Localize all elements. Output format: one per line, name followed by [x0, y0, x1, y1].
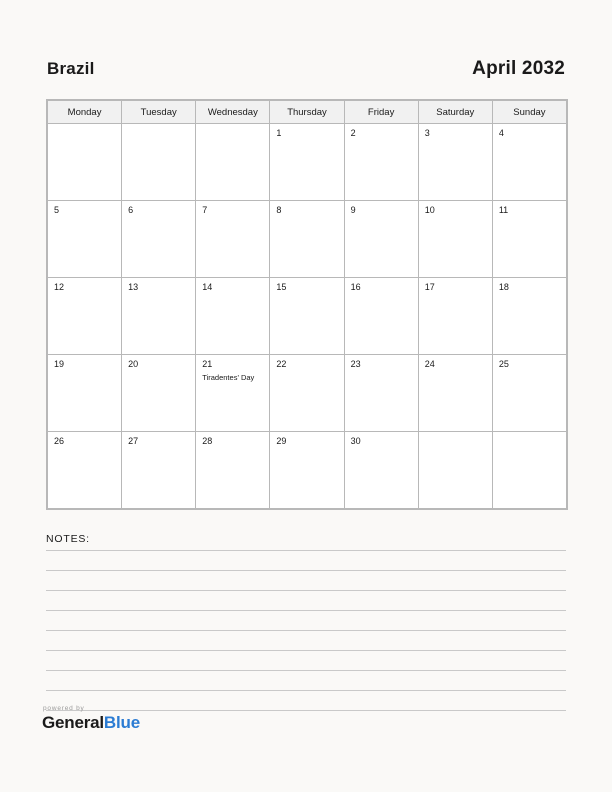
notes-line[interactable] — [46, 631, 566, 651]
calendar-day-cell[interactable] — [122, 355, 196, 432]
day-number: 3 — [424, 128, 430, 138]
calendar-day-cell[interactable] — [492, 124, 566, 201]
calendar-day-cell[interactable] — [48, 201, 122, 278]
day-number: 11 — [498, 205, 509, 215]
holiday-label — [48, 216, 121, 219]
holiday-label — [122, 447, 195, 450]
day-number: 8 — [276, 205, 282, 215]
brand-blue: Blue — [103, 713, 140, 732]
day-number: 22 — [276, 359, 287, 369]
day-number — [493, 432, 566, 437]
brand-logo — [42, 713, 342, 733]
footer — [42, 705, 342, 733]
calendar-day-cell[interactable] — [270, 201, 344, 278]
notes-label: NOTES: — [46, 533, 90, 545]
calendar-day-cell[interactable] — [122, 124, 196, 201]
day-number: 30 — [350, 436, 361, 446]
holiday-label: Tiradentes' Day — [202, 372, 255, 382]
holiday-label — [345, 293, 418, 296]
month-year-title: April 2032 — [472, 58, 565, 79]
holiday-label — [493, 293, 566, 296]
day-number: 19 — [54, 359, 65, 369]
calendar-day-cell[interactable] — [418, 355, 492, 432]
calendar-day-cell[interactable] — [492, 201, 566, 278]
holiday-label — [270, 293, 343, 296]
calendar-day-cell[interactable] — [196, 432, 270, 509]
holiday-label — [270, 139, 343, 142]
calendar-grid — [46, 99, 568, 510]
holiday-label — [196, 129, 269, 132]
calendar-day-cell[interactable] — [270, 278, 344, 355]
day-number: 13 — [128, 282, 139, 292]
calendar-day-cell[interactable] — [344, 355, 418, 432]
holiday-label — [196, 216, 269, 219]
day-number: 10 — [424, 205, 435, 215]
calendar-week-row — [48, 278, 567, 355]
calendar-day-cell[interactable] — [344, 278, 418, 355]
notes-line[interactable] — [46, 651, 566, 671]
calendar-day-cell[interactable] — [270, 355, 344, 432]
notes-section — [46, 533, 566, 711]
day-number: 1 — [276, 128, 282, 138]
country-title: Brazil — [47, 59, 95, 78]
holiday-label — [419, 139, 492, 142]
calendar-day-cell[interactable] — [418, 124, 492, 201]
calendar-day-cell[interactable] — [492, 278, 566, 355]
calendar-day-cell[interactable] — [196, 355, 270, 432]
calendar-day-cell[interactable] — [196, 278, 270, 355]
day-number: 26 — [54, 436, 65, 446]
calendar-day-cell[interactable] — [48, 432, 122, 509]
weekday-header-row — [48, 101, 567, 124]
day-number: 16 — [350, 282, 361, 292]
notes-line[interactable] — [46, 550, 566, 571]
weekday-header-tuesday: Tuesday — [122, 101, 196, 124]
notes-line[interactable] — [46, 591, 566, 611]
calendar-day-cell[interactable] — [492, 355, 566, 432]
calendar-day-cell[interactable] — [48, 355, 122, 432]
holiday-label — [122, 216, 195, 219]
brand-general: General — [42, 713, 104, 732]
weekday-header-monday: Monday — [48, 101, 122, 124]
day-number: 18 — [498, 282, 509, 292]
holiday-label — [196, 293, 269, 296]
holiday-label — [419, 370, 492, 373]
calendar-week-row — [48, 124, 567, 201]
notes-line[interactable] — [46, 671, 566, 691]
page-header — [47, 48, 565, 90]
holiday-label — [493, 139, 566, 142]
day-number: 23 — [350, 359, 361, 369]
holiday-label — [270, 447, 343, 450]
day-number: 24 — [424, 359, 435, 369]
calendar-day-cell-empty — [418, 432, 492, 509]
holiday-label — [270, 216, 343, 219]
calendar-day-cell[interactable] — [196, 201, 270, 278]
calendar-day-cell[interactable] — [122, 201, 196, 278]
holiday-label — [196, 447, 269, 450]
powered-by-label: powered by — [43, 705, 85, 712]
calendar-day-cell[interactable] — [344, 124, 418, 201]
day-number: 2 — [350, 128, 356, 138]
day-number: 27 — [128, 436, 139, 446]
day-number: 21 — [202, 359, 213, 369]
calendar-day-cell[interactable] — [418, 278, 492, 355]
holiday-label — [48, 447, 121, 450]
calendar-day-cell[interactable] — [48, 278, 122, 355]
calendar-day-cell[interactable] — [270, 432, 344, 509]
calendar-day-cell[interactable] — [344, 432, 418, 509]
holiday-label — [270, 370, 343, 373]
day-number — [419, 432, 492, 437]
weekday-header-friday: Friday — [344, 101, 418, 124]
day-number: 15 — [276, 282, 287, 292]
calendar-day-cell[interactable] — [196, 124, 270, 201]
calendar-week-row — [48, 201, 567, 278]
holiday-label — [419, 216, 492, 219]
holiday-label — [48, 129, 121, 132]
weekday-header-wednesday: Wednesday — [196, 101, 270, 124]
holiday-label — [493, 370, 566, 373]
day-number: 6 — [128, 205, 134, 215]
day-number: 28 — [202, 436, 213, 446]
holiday-label — [122, 129, 195, 132]
holiday-label — [345, 447, 418, 450]
holiday-label — [345, 370, 418, 373]
weekday-header-thursday: Thursday — [270, 101, 344, 124]
calendar-day-cell[interactable] — [122, 278, 196, 355]
holiday-label — [122, 370, 195, 373]
holiday-label — [345, 216, 418, 219]
calendar-day-cell[interactable] — [418, 201, 492, 278]
notes-line[interactable] — [46, 571, 566, 591]
notes-line[interactable] — [46, 611, 566, 631]
holiday-label — [122, 293, 195, 296]
calendar-day-cell[interactable] — [48, 124, 122, 201]
day-number: 29 — [276, 436, 287, 446]
calendar-week-row — [48, 432, 567, 509]
holiday-label — [345, 139, 418, 142]
calendar-week-row — [48, 355, 567, 432]
holiday-label — [48, 293, 121, 296]
day-number: 17 — [424, 282, 435, 292]
holiday-label — [419, 293, 492, 296]
calendar-day-cell-empty — [492, 432, 566, 509]
day-number: 4 — [498, 128, 504, 138]
calendar-day-cell[interactable] — [270, 124, 344, 201]
day-number: 9 — [350, 205, 356, 215]
day-number: 5 — [54, 205, 60, 215]
holiday-label — [493, 216, 566, 219]
day-number: 12 — [54, 282, 65, 292]
day-number: 14 — [202, 282, 213, 292]
calendar-day-cell[interactable] — [344, 201, 418, 278]
day-number: 20 — [128, 359, 139, 369]
weekday-header-saturday: Saturday — [418, 101, 492, 124]
holiday-label — [48, 370, 121, 373]
day-number: 25 — [498, 359, 509, 369]
day-number: 7 — [202, 205, 208, 215]
weekday-header-sunday: Sunday — [492, 101, 566, 124]
calendar-day-cell[interactable] — [122, 432, 196, 509]
